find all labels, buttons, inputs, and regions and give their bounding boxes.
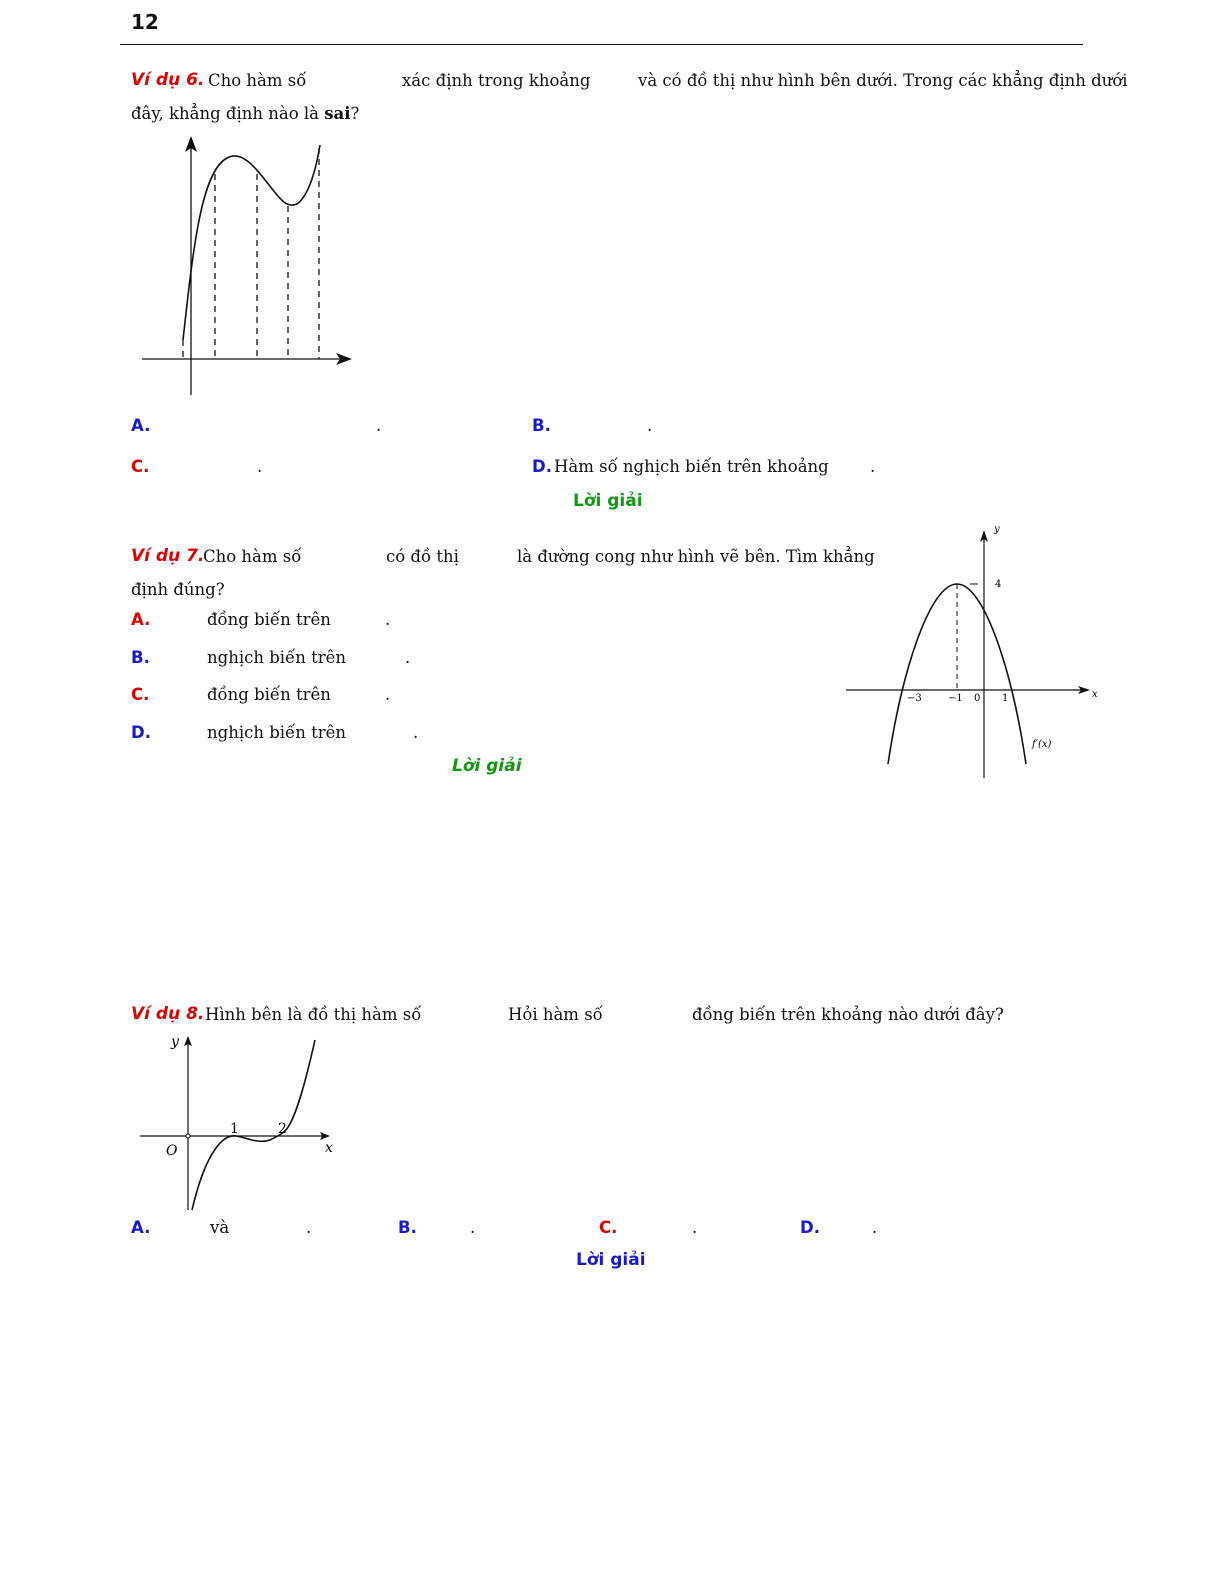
example-7-graph	[840, 520, 1110, 782]
example-7-option-a-label[interactable]: A.	[131, 610, 151, 629]
example-7-option-a-text: đồng biến trên	[207, 610, 331, 629]
example-6-option-b-label[interactable]: B.	[532, 416, 551, 435]
example-6-option-a-label[interactable]: A.	[131, 416, 151, 435]
example-6-option-d-text: Hàm số nghịch biến trên khoảng	[554, 457, 829, 476]
example-8-graph	[136, 1030, 346, 1214]
example-7-option-b-label[interactable]: B.	[131, 648, 150, 667]
example-7-text-1: Cho hàm số	[203, 547, 302, 566]
example-8-option-d-period: .	[872, 1218, 878, 1237]
ex8-x-axis-label: x	[325, 1140, 333, 1156]
example-6-option-c-label[interactable]: C.	[131, 457, 150, 476]
example-7-option-c-period: .	[385, 685, 391, 704]
example-6-option-d-period: .	[870, 457, 876, 476]
ex6-dashed-guides	[183, 148, 319, 359]
example-7-option-c-label[interactable]: C.	[131, 685, 150, 704]
ex6-curve	[183, 145, 320, 340]
example-8-option-c-label[interactable]: C.	[599, 1218, 618, 1237]
example-7-title: Ví dụ 7.	[131, 546, 205, 566]
example-6-text-2: xác định trong khoảng	[402, 71, 591, 90]
header-rule	[120, 44, 1083, 45]
ex7-x-tick-label-neg1: −1	[948, 693, 963, 704]
example-8-option-a-text: và	[210, 1218, 230, 1237]
example-6-graph	[135, 130, 360, 400]
example-7-option-d-period: .	[413, 723, 419, 742]
example-6-keyword-sai: sai	[324, 104, 351, 123]
ex7-y-axis-label: y	[994, 524, 1000, 535]
example-8-option-b-label[interactable]: B.	[398, 1218, 417, 1237]
ex7-x-tick-label-0: 0	[974, 693, 981, 704]
example-6-title: Ví dụ 6.	[131, 70, 205, 90]
example-6-solution-heading: Lời giải	[573, 491, 643, 511]
example-6-line-2	[131, 106, 359, 123]
example-6-line-2-text: đây, khẳng định nào là	[131, 104, 320, 123]
example-7-text-2: có đồ thị	[386, 547, 459, 566]
ex7-x-tick-label-neg3: −3	[907, 693, 922, 704]
ex7-x-axis-label: x	[1092, 689, 1098, 700]
example-8-option-a-period: .	[306, 1218, 312, 1237]
example-7-option-b-period: .	[405, 648, 411, 667]
example-6-text-3: và có đồ thị như hình bên dưới. Trong các khẳng định dưới	[638, 71, 1128, 90]
example-8-option-d-label[interactable]: D.	[800, 1218, 820, 1237]
example-7-option-d-text: nghịch biến trên	[207, 723, 346, 742]
example-7-option-c-text: đồng biến trên	[207, 685, 331, 704]
example-6-option-b-period: .	[647, 416, 653, 435]
example-8-option-b-period: .	[470, 1218, 476, 1237]
example-6-text-1: Cho hàm số	[208, 71, 307, 90]
example-6-option-d-label[interactable]: D.	[532, 457, 552, 476]
ex7-x-tick-label-1: 1	[1002, 693, 1009, 704]
ex8-x-tick-label-1: 1	[230, 1121, 239, 1137]
example-8-title: Ví dụ 8.	[131, 1004, 205, 1024]
ex8-y-axis-label: y	[171, 1034, 179, 1050]
example-7-option-a-period: .	[385, 610, 391, 629]
example-7-text-3: là đường cong như hình vẽ bên. Tìm khẳng	[517, 547, 875, 566]
ex8-curve	[192, 1040, 315, 1210]
ex7-curve-label: f′(x)	[1032, 739, 1052, 750]
page-number: 12	[131, 10, 159, 34]
example-8-solution-heading: Lời giải	[576, 1250, 646, 1270]
ex8-x-tick-label-2: 2	[278, 1121, 287, 1137]
example-8-text-3: đồng biến trên khoảng nào dưới đây?	[692, 1005, 1004, 1024]
example-7-option-d-label[interactable]: D.	[131, 723, 151, 742]
example-8-text-2: Hỏi hàm số	[508, 1005, 603, 1024]
ex8-origin-point	[186, 1134, 190, 1138]
example-8-option-c-period: .	[692, 1218, 698, 1237]
example-7-option-b-text: nghịch biến trên	[207, 648, 346, 667]
example-6-option-a-period: .	[376, 416, 382, 435]
example-7-text-4: định đúng?	[131, 580, 225, 599]
example-6-option-c-period: .	[257, 457, 263, 476]
example-7-solution-heading: Lời giải	[452, 756, 522, 776]
example-8-option-a-label[interactable]: A.	[131, 1218, 151, 1237]
ex8-origin-label: O	[166, 1143, 178, 1159]
ex7-y-tick-label: 4	[995, 579, 1002, 590]
example-8-text-1: Hình bên là đồ thị hàm số	[205, 1005, 422, 1024]
example-6-question-mark: ?	[350, 104, 360, 123]
